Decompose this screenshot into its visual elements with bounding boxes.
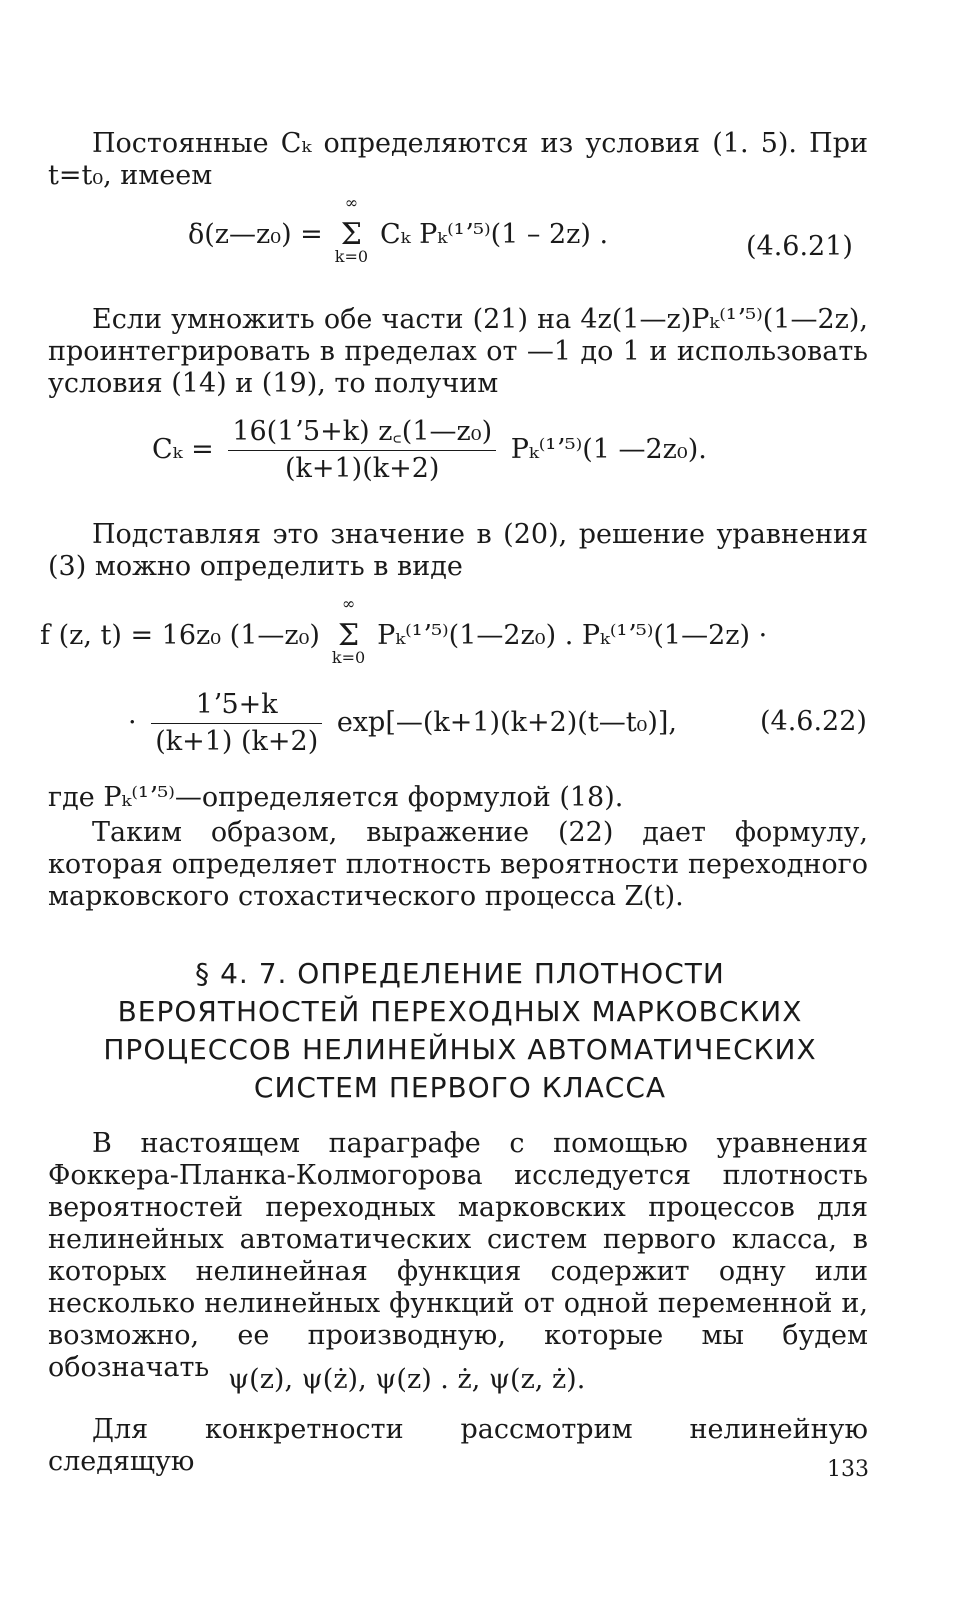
section-title-line-3: ПРОЦЕССОВ НЕЛИНЕЙНЫХ АВТОМАТИЧЕСКИХ bbox=[103, 1033, 817, 1066]
paragraph-constants: Постоянные Cₖ определяются из условия (1. 5). При t=t₀, имеем bbox=[48, 128, 868, 191]
fraction-denominator: (k+1) (k+2) bbox=[155, 726, 319, 757]
fraction-ck bbox=[228, 416, 496, 485]
eq22-lhs: f (z, t) = 16z₀ (1—z₀) bbox=[40, 620, 320, 651]
equation-4-6-21 bbox=[188, 193, 609, 266]
paragraph-concrete: Для конкретности рассмотрим нелинейную следящую bbox=[48, 1414, 868, 1477]
fraction-denominator: (k+1)(k+2) bbox=[284, 453, 440, 484]
section-title-line-1: § 4. 7. ОПРЕДЕЛЕНИЕ ПЛОТНОСТИ bbox=[195, 957, 725, 990]
section-title-line-4: СИСТЕМ ПЕРВОГО КЛАССА bbox=[253, 1071, 667, 1104]
paragraph-multiply: Если умножить обе части (21) на 4z(1—z)Pₖ⁽¹ʼ⁵⁾(1—2z), проинтегрировать в пределах от —1 до 1 и использовать условия (14) и (19), то получим bbox=[48, 304, 868, 399]
fraction-numerator: 1ʼ5+k bbox=[151, 689, 322, 724]
paragraph-where: где Pₖ⁽¹ʼ⁵⁾—определяется формулой (18). bbox=[48, 782, 624, 813]
paragraph-substitute: Подставляя это значение в (20), решение уравнения (3) можно определить в виде bbox=[48, 519, 868, 582]
eq-ck-rhs: Pₖ⁽¹ʼ⁵⁾(1 —2z₀). bbox=[510, 434, 707, 465]
fraction-numerator: 16(1ʼ5+k) z꜀(1—z₀) bbox=[228, 416, 496, 451]
equation-psi-functions: ψ(z), ψ(ż), ψ(z) . ż, ψ(z, ż). bbox=[228, 1364, 586, 1395]
equation-number-21: (4.6.21) bbox=[746, 231, 853, 262]
multiplication-dot: · bbox=[128, 707, 137, 738]
eq21-lhs: δ(z—z₀) = bbox=[188, 219, 323, 250]
sum-lower-limit: k=0 bbox=[334, 247, 369, 266]
equation-4-6-22-line2 bbox=[128, 689, 677, 758]
fraction-eq22 bbox=[151, 689, 322, 758]
sum-upper-limit: ∞ bbox=[344, 193, 359, 212]
sum-operator bbox=[329, 594, 369, 667]
section-title-line-2: ВЕРОЯТНОСТЕЙ ПЕРЕХОДНЫХ МАРКОВСКИХ bbox=[117, 995, 803, 1028]
eq22-line2-rhs: exp[—(k+1)(k+2)(t—t₀)], bbox=[336, 707, 678, 738]
eq22-line1-rhs: Pₖ⁽¹ʼ⁵⁾(1—2z₀) . Pₖ⁽¹ʼ⁵⁾(1—2z) · bbox=[377, 620, 768, 651]
sigma-icon: Σ bbox=[337, 618, 360, 653]
sum-upper-limit: ∞ bbox=[341, 594, 356, 613]
equation-4-6-22-line1 bbox=[40, 594, 768, 667]
paragraph-intro: В настоящем параграфе с помощью уравнения Фоккера-Планка-Колмогорова исследуется плотность вероятностей переходных марковских процессов для нелинейных автоматических систем первого класса, в которых нелинейная функция содержит одну или несколько нелинейных функций от одной переменной и, возможно, ее производную, которые мы будем обозначать bbox=[48, 1128, 868, 1383]
eq21-rhs: Cₖ Pₖ⁽¹ʼ⁵⁾(1 – 2z) . bbox=[380, 219, 609, 250]
paragraph-thus: Таким образом, выражение (22) дает формулу, которая определяет плотность вероятности переходного марковского стохастического процесса Z(t). bbox=[48, 817, 868, 912]
sum-operator bbox=[331, 193, 371, 266]
equation-number-22: (4.6.22) bbox=[760, 706, 867, 737]
page-number: 133 bbox=[827, 1457, 869, 1482]
sum-lower-limit: k=0 bbox=[331, 648, 366, 667]
equation-ck bbox=[152, 416, 707, 485]
sigma-icon: Σ bbox=[340, 217, 363, 252]
eq-ck-lhs: Cₖ = bbox=[152, 434, 214, 465]
